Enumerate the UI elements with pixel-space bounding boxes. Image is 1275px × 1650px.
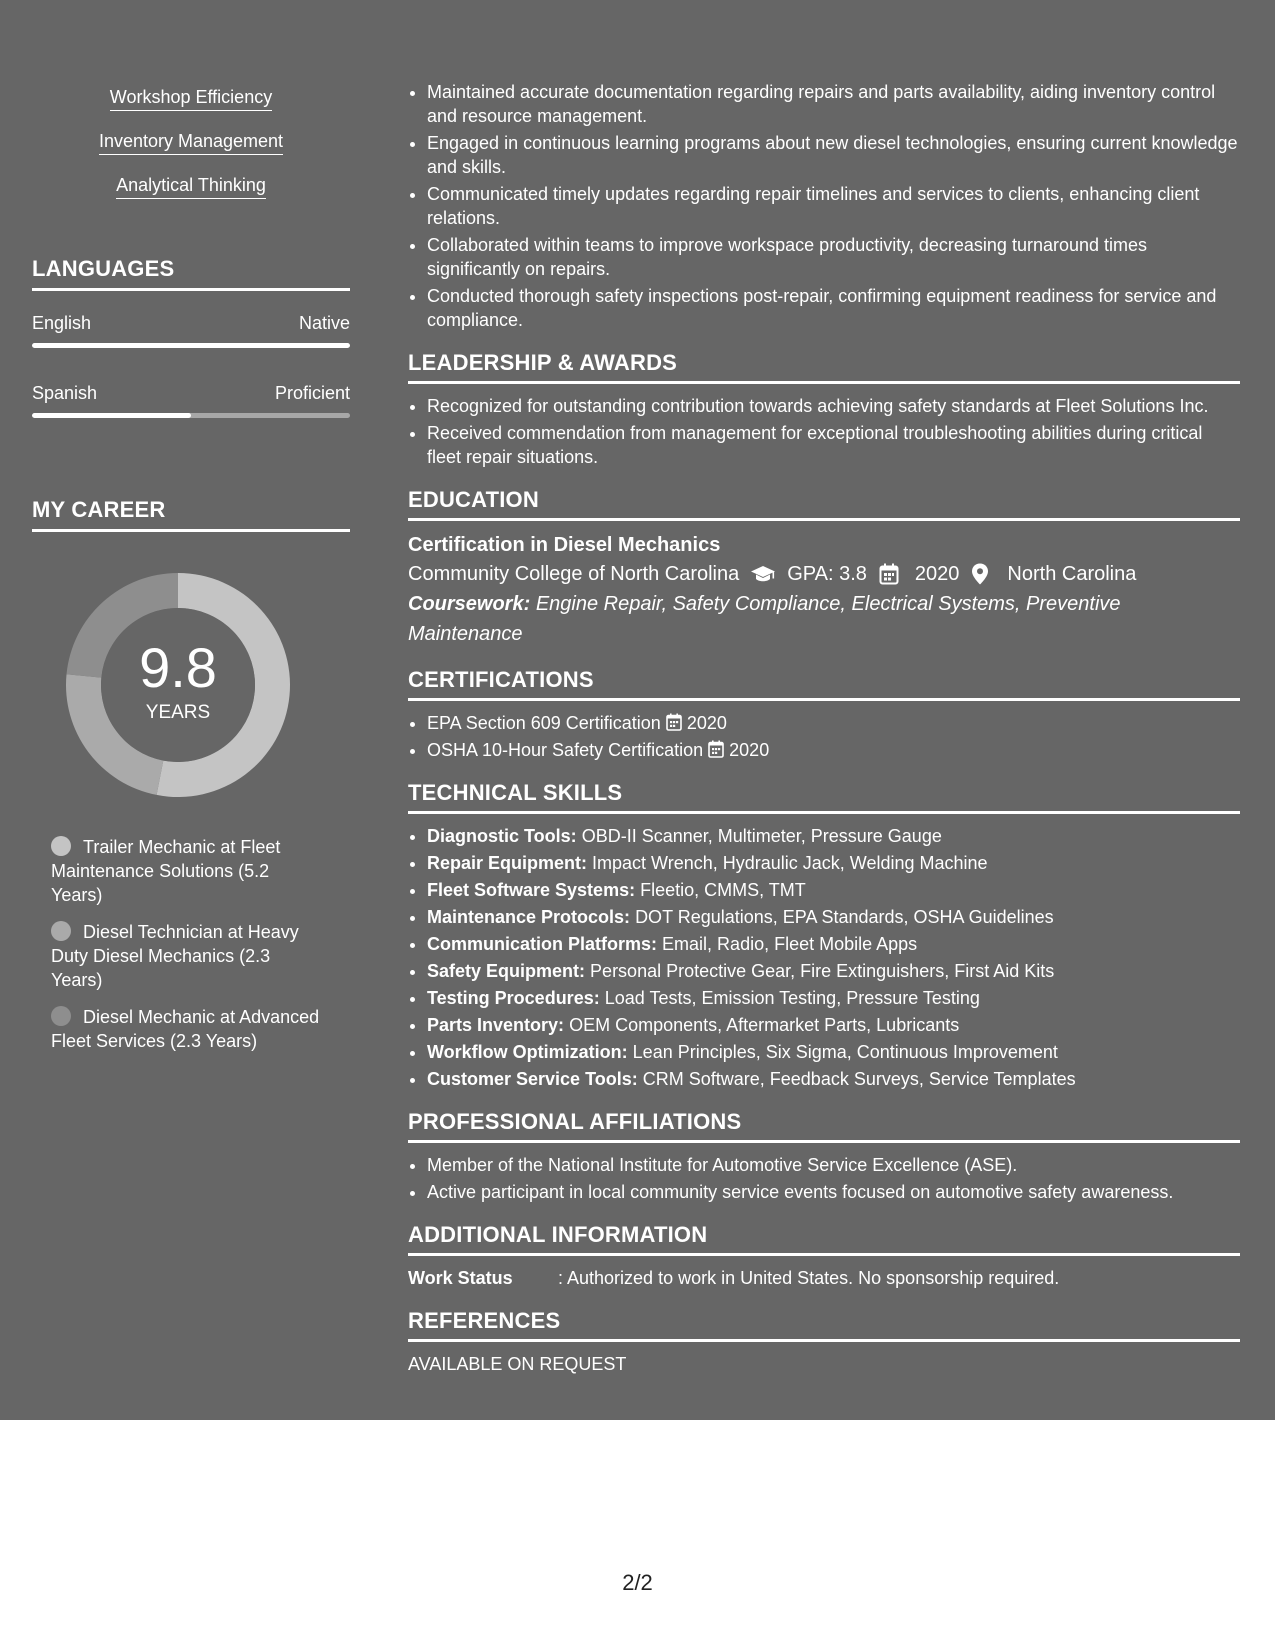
skill-values: Impact Wrench, Hydraulic Jack, Welding Machine — [592, 853, 988, 873]
career-legend-label: Trailer Mechanic at Fleet Maintenance Solutions (5.2 Years) — [51, 837, 281, 905]
skill-category: Fleet Software Systems: — [427, 880, 636, 900]
career-heading: MY CAREER — [32, 497, 350, 532]
skill-category: Communication Platforms: — [427, 934, 658, 954]
technical-skill-item — [427, 824, 1240, 848]
certification-name: EPA Section 609 Certification — [427, 713, 661, 733]
graduation-cap-icon — [751, 563, 773, 585]
certification-item — [427, 738, 1240, 762]
leadership-heading: LEADERSHIP & AWARDS — [408, 350, 1240, 384]
career-years-label: YEARS — [145, 702, 211, 723]
language-name: English — [32, 313, 92, 333]
additional-info-heading: ADDITIONAL INFORMATION — [408, 1222, 1240, 1256]
languages-heading: LANGUAGES — [32, 256, 350, 291]
education-degree: Certification in Diesel Mechanics — [408, 534, 721, 556]
technical-skill-item — [427, 1013, 1240, 1037]
education-coursework — [408, 589, 1240, 649]
skill-category: Maintenance Protocols: — [427, 907, 631, 927]
page-number: 2/2 — [622, 1570, 653, 1595]
certification-name: OSHA 10-Hour Safety Certification — [427, 740, 704, 760]
calendar-icon — [879, 563, 901, 585]
skill-category: Diagnostic Tools: — [427, 826, 577, 846]
coursework-label: Coursework: — [408, 593, 531, 615]
technical-skill-item — [427, 932, 1240, 956]
career-donut-chart — [66, 573, 290, 797]
skill-values: Fleetio, CMMS, TMT — [640, 880, 806, 900]
experience-bullet: • Communicated timely updates regarding repair timelines and services to clients, enhancing client relations. — [427, 182, 1240, 230]
skill-tag: Analytical Thinking — [116, 174, 266, 199]
technical-skill-item — [427, 986, 1240, 1010]
skill-category: Customer Service Tools: — [427, 1069, 638, 1089]
affiliation-item: • Member of the National Institute for Automotive Service Excellence (ASE). — [427, 1153, 1240, 1177]
legend-dot-icon — [51, 921, 71, 941]
certification-year: 2020 — [686, 713, 727, 733]
technical-skill-item — [427, 878, 1240, 902]
skill-values: CRM Software, Feedback Surveys, Service Templates — [642, 1069, 1076, 1089]
language-bar-fill — [32, 413, 191, 418]
affiliation-item: • Active participant in local community service events focused on automotive safety awareness. — [427, 1180, 1240, 1204]
language-bar — [32, 413, 350, 418]
skill-tags — [32, 86, 350, 218]
location-pin-icon — [971, 563, 993, 585]
education-year: 2020 — [914, 563, 960, 585]
experience-bullets — [408, 80, 1240, 332]
skill-values: Email, Radio, Fleet Mobile Apps — [662, 934, 918, 954]
certifications-heading: CERTIFICATIONS — [408, 667, 1240, 701]
skill-values: OEM Components, Aftermarket Parts, Lubricants — [569, 1015, 960, 1035]
skill-tag: Inventory Management — [99, 130, 283, 155]
skill-values: DOT Regulations, EPA Standards, OSHA Guidelines — [635, 907, 1054, 927]
language-bar-fill — [32, 343, 350, 348]
skill-category: Safety Equipment: — [427, 961, 586, 981]
references-heading: REFERENCES — [408, 1308, 1240, 1342]
skill-values: Personal Protective Gear, Fire Extinguishers, First Aid Kits — [590, 961, 1055, 981]
leadership-item: • Recognized for outstanding contribution towards achieving safety standards at Fleet Solutions Inc. — [427, 394, 1240, 418]
career-legend-item — [51, 835, 321, 907]
education-school: Community College of North Carolina — [408, 563, 740, 585]
career-legend-item — [51, 1005, 321, 1053]
affiliations-heading: PROFESSIONAL AFFILIATIONS — [408, 1109, 1240, 1143]
skill-values: OBD-II Scanner, Multimeter, Pressure Gauge — [581, 826, 942, 846]
work-status-value: : Authorized to work in United States. No sponsorship required. — [558, 1268, 1060, 1288]
technical-skills-heading: TECHNICAL SKILLS — [408, 780, 1240, 814]
work-status-row — [408, 1266, 1240, 1290]
certification-year: 2020 — [729, 740, 770, 760]
donut-center — [66, 573, 290, 797]
education-location: North Carolina — [1007, 563, 1137, 585]
technical-skills-list — [408, 824, 1240, 1091]
technical-skill-item — [427, 1067, 1240, 1091]
language-level: Proficient — [274, 383, 350, 403]
career-total-years: 9.8 — [139, 636, 217, 699]
technical-skill-item — [427, 959, 1240, 983]
language-row — [32, 313, 350, 334]
skill-values: Lean Principles, Six Sigma, Continuous Improvement — [632, 1042, 1058, 1062]
language-row — [32, 383, 350, 404]
certification-item — [427, 711, 1240, 735]
coursework-value: Engine Repair, Safety Compliance, Electrical Systems, Preventive Maintenance — [408, 593, 1121, 645]
legend-dot-icon — [51, 836, 71, 856]
experience-bullet: • Collaborated within teams to improve workspace productivity, decreasing turnaround times significantly on repairs. — [427, 233, 1240, 281]
experience-bullet: • Conducted thorough safety inspections post-repair, confirming equipment readiness for service and compliance. — [427, 284, 1240, 332]
language-name: Spanish — [32, 383, 98, 403]
experience-bullet: • Maintained accurate documentation regarding repairs and parts availability, aiding inventory control and resource management. — [427, 80, 1240, 128]
leadership-list — [408, 394, 1240, 469]
language-bar — [32, 343, 350, 348]
legend-dot-icon — [51, 1006, 71, 1026]
skill-tag: Workshop Efficiency — [110, 86, 272, 111]
calendar-icon — [666, 713, 687, 733]
career-legend-label: Diesel Mechanic at Advanced Fleet Services (2.3 Years) — [51, 1007, 320, 1051]
certifications-list — [408, 711, 1240, 762]
calendar-icon — [708, 740, 729, 760]
experience-bullet: • Engaged in continuous learning programs about new diesel technologies, ensuring current knowledge and skills. — [427, 131, 1240, 179]
language-level: Native — [298, 313, 350, 333]
work-status-label: Work Status — [408, 1268, 513, 1288]
career-legend-item — [51, 920, 321, 992]
skill-values: Load Tests, Emission Testing, Pressure Testing — [604, 988, 980, 1008]
leadership-item: • Received commendation from management for exceptional troubleshooting abilities during critical fleet repair situations. — [427, 421, 1240, 469]
career-legend — [51, 835, 321, 1066]
technical-skill-item — [427, 905, 1240, 929]
education-meta — [408, 559, 1240, 589]
main-column — [408, 80, 1240, 1376]
technical-skill-item — [427, 1040, 1240, 1064]
education-gpa: GPA: 3.8 — [787, 563, 867, 585]
skill-category: Repair Equipment: — [427, 853, 588, 873]
career-legend-label: Diesel Technician at Heavy Duty Diesel Mechanics (2.3 Years) — [51, 922, 299, 990]
affiliations-list — [408, 1153, 1240, 1204]
education-heading: EDUCATION — [408, 487, 1240, 521]
skill-category: Testing Procedures: — [427, 988, 600, 1008]
skill-category: Workflow Optimization: — [427, 1042, 628, 1062]
skill-category: Parts Inventory: — [427, 1015, 565, 1035]
references-text: AVAILABLE ON REQUEST — [408, 1354, 627, 1374]
technical-skill-item — [427, 851, 1240, 875]
